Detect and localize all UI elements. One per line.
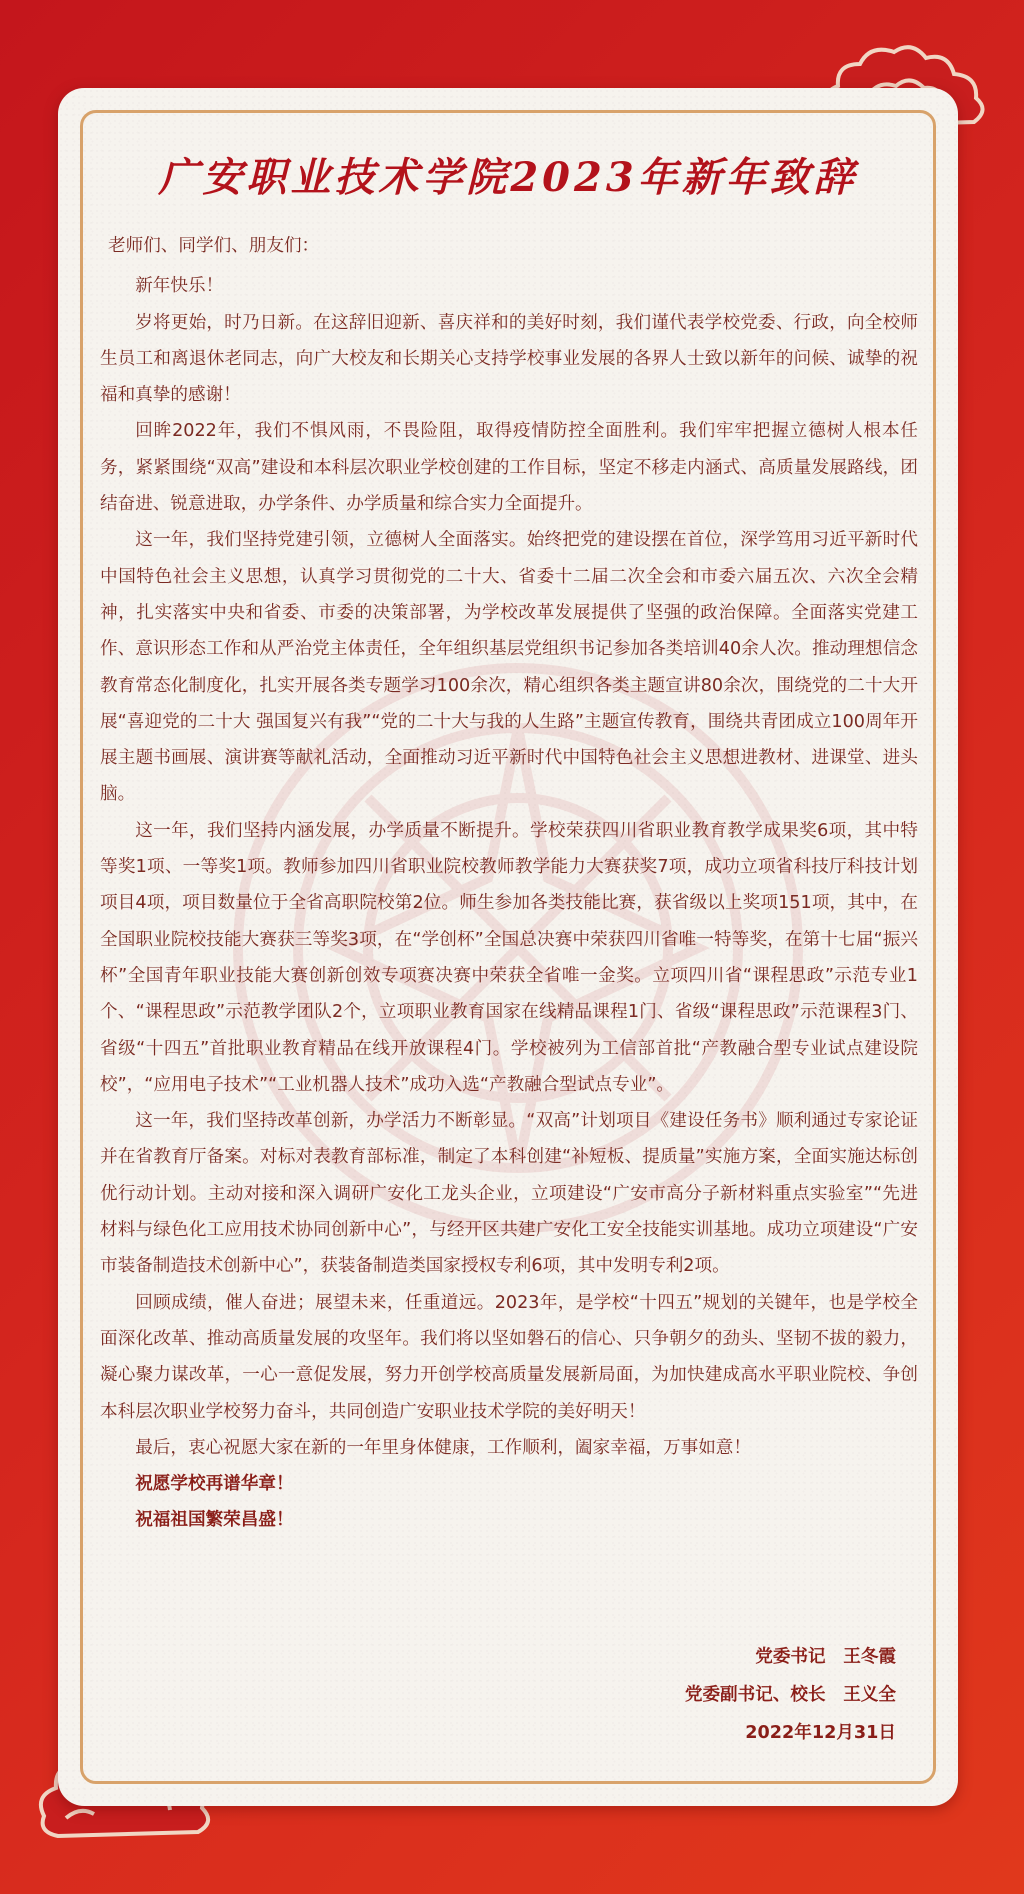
page-title: 广安职业技术学院2023年新年致辞 bbox=[158, 154, 858, 201]
wish-line: 祝愿学校再谱华章！ bbox=[135, 1474, 294, 1495]
signature-president: 党委副书记、校长 王义全 bbox=[684, 1685, 896, 1705]
paragraph: 这一年，我们坚持改革创新，办学活力不断彰显。“双高”计划项目《建设任务书》顺利通过专家论证并在省教育厅备案。对标对表教育部标准，制定了本科创建“补短板、提质量”实施方案，全面实施达标创优行动计划。主动对接和深入调研广安化工龙头企业，立项建设“广安市高分子新材料重点实验室”“先进材料与绿色化工应用技术协同创新中心”，与经开区共建广安化工安全技能实训基地。成功立项建设“广安市装备制造技术创新中心”，获装备制造类国家授权专利6项，其中发明专利2项。 bbox=[100, 1111, 918, 1277]
wish-line: 祝福祖国繁荣昌盛！ bbox=[135, 1510, 294, 1531]
greeting: 老师们、同学们、朋友们： bbox=[108, 236, 320, 256]
paragraph: 回眸2022年，我们不惧风雨，不畏险阻，取得疫情防控全面胜利。我们牢牢把握立德树人根本任务，紧紧围绕“双高”建设和本科层次职业学校创建的工作目标，坚定不移走内涵式、高质量发展路线，团结奋进、锐意进取，办学条件、办学质量和综合实力全面提升。 bbox=[100, 421, 918, 515]
signature-date: 2022年12月31日 bbox=[745, 1723, 896, 1743]
paragraph: 这一年，我们坚持党建引领，立德树人全面落实。始终把党的建设摆在首位，深学笃用习近平新时代中国特色社会主义思想，认真学习贯彻党的二十大、省委十二届二次全会和市委六届五次、六次全会精神，扎实落实中央和省委、市委的决策部署，为学校改革发展提供了坚强的政治保障。全面落实党建工作、意识形态工作和从严治党主体责任，全年组织基层党组织书记参加各类培训40余人次。推动理想信念教育常态化制度化，扎实开展各类专题学习100余次，精心组织各类主题宣讲80余次，围绕党的二十大开展“喜迎党的二十大 强国复兴有我”“党的二十大与我的人生路”主题宣传教育，围绕共青团成立100周年开展主题书画展、演讲赛等献礼活动，全面推动习近平新时代中国特色社会主义思想进教材、进课堂、进头脑。 bbox=[100, 530, 918, 805]
paragraph: 新年快乐！ bbox=[135, 276, 224, 297]
paragraph: 岁将更始，时乃日新。在这辞旧迎新、喜庆祥和的美好时刻，我们谨代表学校党委、行政，向全校师生员工和离退休老同志，向广大校友和长期关心支持学校事业发展的各界人士致以新年的问候、诚挚的祝福和真挚的感谢！ bbox=[100, 312, 918, 406]
letter-body bbox=[100, 228, 918, 1539]
paragraph: 回顾成绩，催人奋进；展望未来，任重道远。2023年，是学校“十四五”规划的关键年，也是学校全面深化改革、推动高质量发展的攻坚年。我们将以坚如磐石的信心、只争朝夕的劲头、坚韧不拔的毅力，凝心聚力谋改革，一心一意促发展，努力开创学校高质量发展新局面，为加快建成高水平职业院校、争创本科层次职业学校努力奋斗，共同创造广安职业技术学院的美好明天！ bbox=[100, 1292, 918, 1422]
signature-block bbox=[685, 1638, 896, 1752]
letter-card bbox=[58, 88, 958, 1806]
paragraph: 这一年，我们坚持内涵发展，办学质量不断提升。学校荣获四川省职业教育教学成果奖6项，其中特等奖1项、一等奖1项。教师参加四川省职业院校教师教学能力大赛获奖7项，成功立项省科技厅科技计划项目4项，项目数量位于全省高职院校第2位。师生参加各类技能比赛，获省级以上奖项151项，其中，在全国职业院校技能大赛获三等奖3项，在“学创杯”全国总决赛中荣获四川省唯一特等奖，在第十七届“振兴杯”全国青年职业技能大赛创新创效专项赛决赛中荣获全省唯一金奖。立项四川省“课程思政”示范专业1个、“课程思政”示范教学团队2个，立项职业教育国家在线精品课程1门、省级“课程思政”示范课程3门、省级“十四五”首批职业教育精品在线开放课程4门。学校被列为工信部首批“产教融合型专业试点建设院校”，“应用电子技术”“工业机器人技术”成功入选“产教融合型试点专业”。 bbox=[100, 820, 918, 1095]
signature-party-secretary: 党委书记 王冬霞 bbox=[755, 1647, 896, 1667]
paragraph: 最后，衷心祝愿大家在新的一年里身体健康，工作顺利，阖家幸福，万事如意！ bbox=[135, 1437, 751, 1458]
